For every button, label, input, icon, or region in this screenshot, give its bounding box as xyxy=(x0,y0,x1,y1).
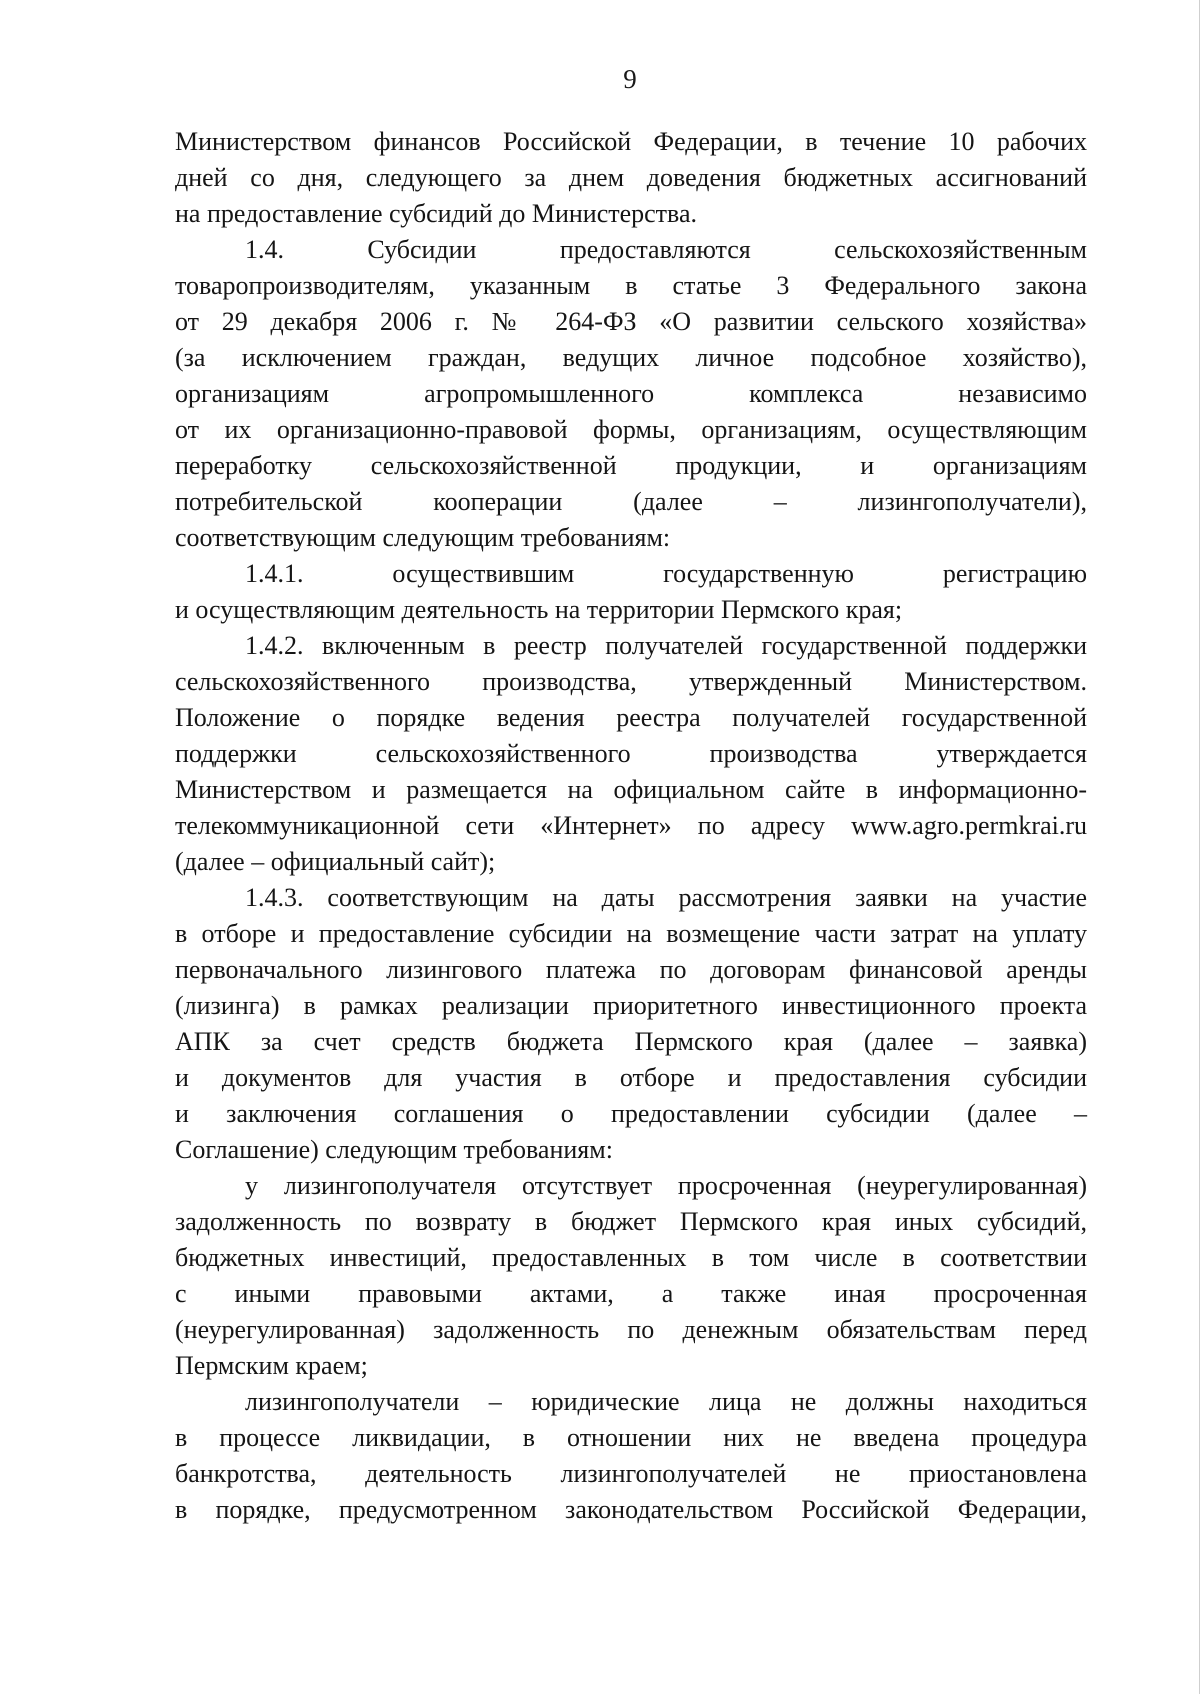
paragraph-1-4-2 xyxy=(175,628,1087,880)
text-line: банкротства, деятельность лизингополучателей не приостановлена xyxy=(175,1459,1087,1488)
text-line: соответствующим следующим требованиям: xyxy=(175,523,671,552)
text-line: дней со дня, следующего за днем доведения бюджетных ассигнований xyxy=(175,163,1087,192)
text-line: первоначального лизингового платежа по договорам финансовой аренды xyxy=(175,955,1087,984)
text-line: (за исключением граждан, ведущих личное подсобное хозяйство), xyxy=(175,343,1087,372)
text-line: АПК за счет средств бюджета Пермского края (далее – заявка) xyxy=(175,1027,1087,1056)
text-line: в порядке, предусмотренном законодательством Российской Федерации, xyxy=(175,1495,1087,1524)
text-line: и заключения соглашения о предоставлении субсидии (далее – xyxy=(175,1099,1087,1128)
document-body xyxy=(175,124,1087,1528)
text-line: Соглашение) следующим требованиям: xyxy=(175,1135,613,1164)
text-line: в отборе и предоставление субсидии на возмещение части затрат на уплату xyxy=(175,919,1087,948)
text-line: 1.4.3. соответствующим на даты рассмотрения заявки на участие xyxy=(245,883,1087,912)
text-line: переработку сельскохозяйственной продукции, и организациям xyxy=(175,451,1087,480)
text-line: 1.4. Субсидии предоставляются сельскохозяйственным xyxy=(245,235,1087,264)
page-number: 9 xyxy=(623,64,637,94)
text-line: от их организационно-правовой формы, организациям, осуществляющим xyxy=(175,415,1087,444)
text-line: бюджетных инвестиций, предоставленных в том числе в соответствии xyxy=(175,1243,1087,1272)
text-line: с иными правовыми актами, а также иная просроченная xyxy=(175,1279,1087,1308)
text-line: 1.4.1. осуществившим государственную регистрацию xyxy=(245,559,1087,588)
text-line: (неурегулированная) задолженность по денежным обязательствам перед xyxy=(175,1315,1087,1344)
text-line: у лизингополучателя отсутствует просроченная (неурегулированная) xyxy=(245,1171,1087,1200)
paragraph-continuation xyxy=(175,124,1087,232)
text-line: от 29 декабря 2006 г. № 264-ФЗ «О развитии сельского хозяйства» xyxy=(175,307,1087,336)
text-line: и осуществляющим деятельность на территории Пермского края; xyxy=(175,595,903,624)
text-line: (лизинга) в рамках реализации приоритетного инвестиционного проекта xyxy=(175,991,1087,1020)
text-line: лизингополучатели – юридические лица не должны находиться xyxy=(245,1387,1087,1416)
text-line: сельскохозяйственного производства, утвержденный Министерством. xyxy=(175,667,1087,696)
text-line: 1.4.2. включенным в реестр получателей государственной поддержки xyxy=(245,631,1087,660)
text-line: Пермским краем; xyxy=(175,1351,368,1380)
text-line: товаропроизводителям, указанным в статье 3 Федерального закона xyxy=(175,271,1087,300)
text-line: потребительской кооперации (далее – лизингополучатели), xyxy=(175,487,1087,516)
text-line: Министерством и размещается на официальном сайте в информационно- xyxy=(175,775,1087,804)
text-line: Положение о порядке ведения реестра получателей государственной xyxy=(175,703,1087,732)
paragraph-no-arrears xyxy=(175,1168,1087,1384)
paragraph-1-4 xyxy=(175,232,1087,556)
text-line: Министерством финансов Российской Федерации, в течение 10 рабочих xyxy=(175,127,1087,156)
paragraph-1-4-1 xyxy=(175,556,1087,628)
text-line: телекоммуникационной сети «Интернет» по адресу www.agro.permkrai.ru xyxy=(175,811,1087,840)
text-line: (далее – официальный сайт); xyxy=(175,847,496,876)
text-line: организациям агропромышленного комплекса независимо xyxy=(175,379,1087,408)
text-line: поддержки сельскохозяйственного производства утверждается xyxy=(175,739,1087,768)
text-line: на предоставление субсидий до Министерства. xyxy=(175,199,698,228)
text-line: и документов для участия в отборе и предоставления субсидии xyxy=(175,1063,1087,1092)
text-line: в процессе ликвидации, в отношении них не введена процедура xyxy=(175,1423,1087,1452)
text-line: задолженность по возврату в бюджет Пермского края иных субсидий, xyxy=(175,1207,1087,1236)
paragraph-lessees-status xyxy=(175,1384,1087,1528)
paragraph-1-4-3 xyxy=(175,880,1087,1168)
